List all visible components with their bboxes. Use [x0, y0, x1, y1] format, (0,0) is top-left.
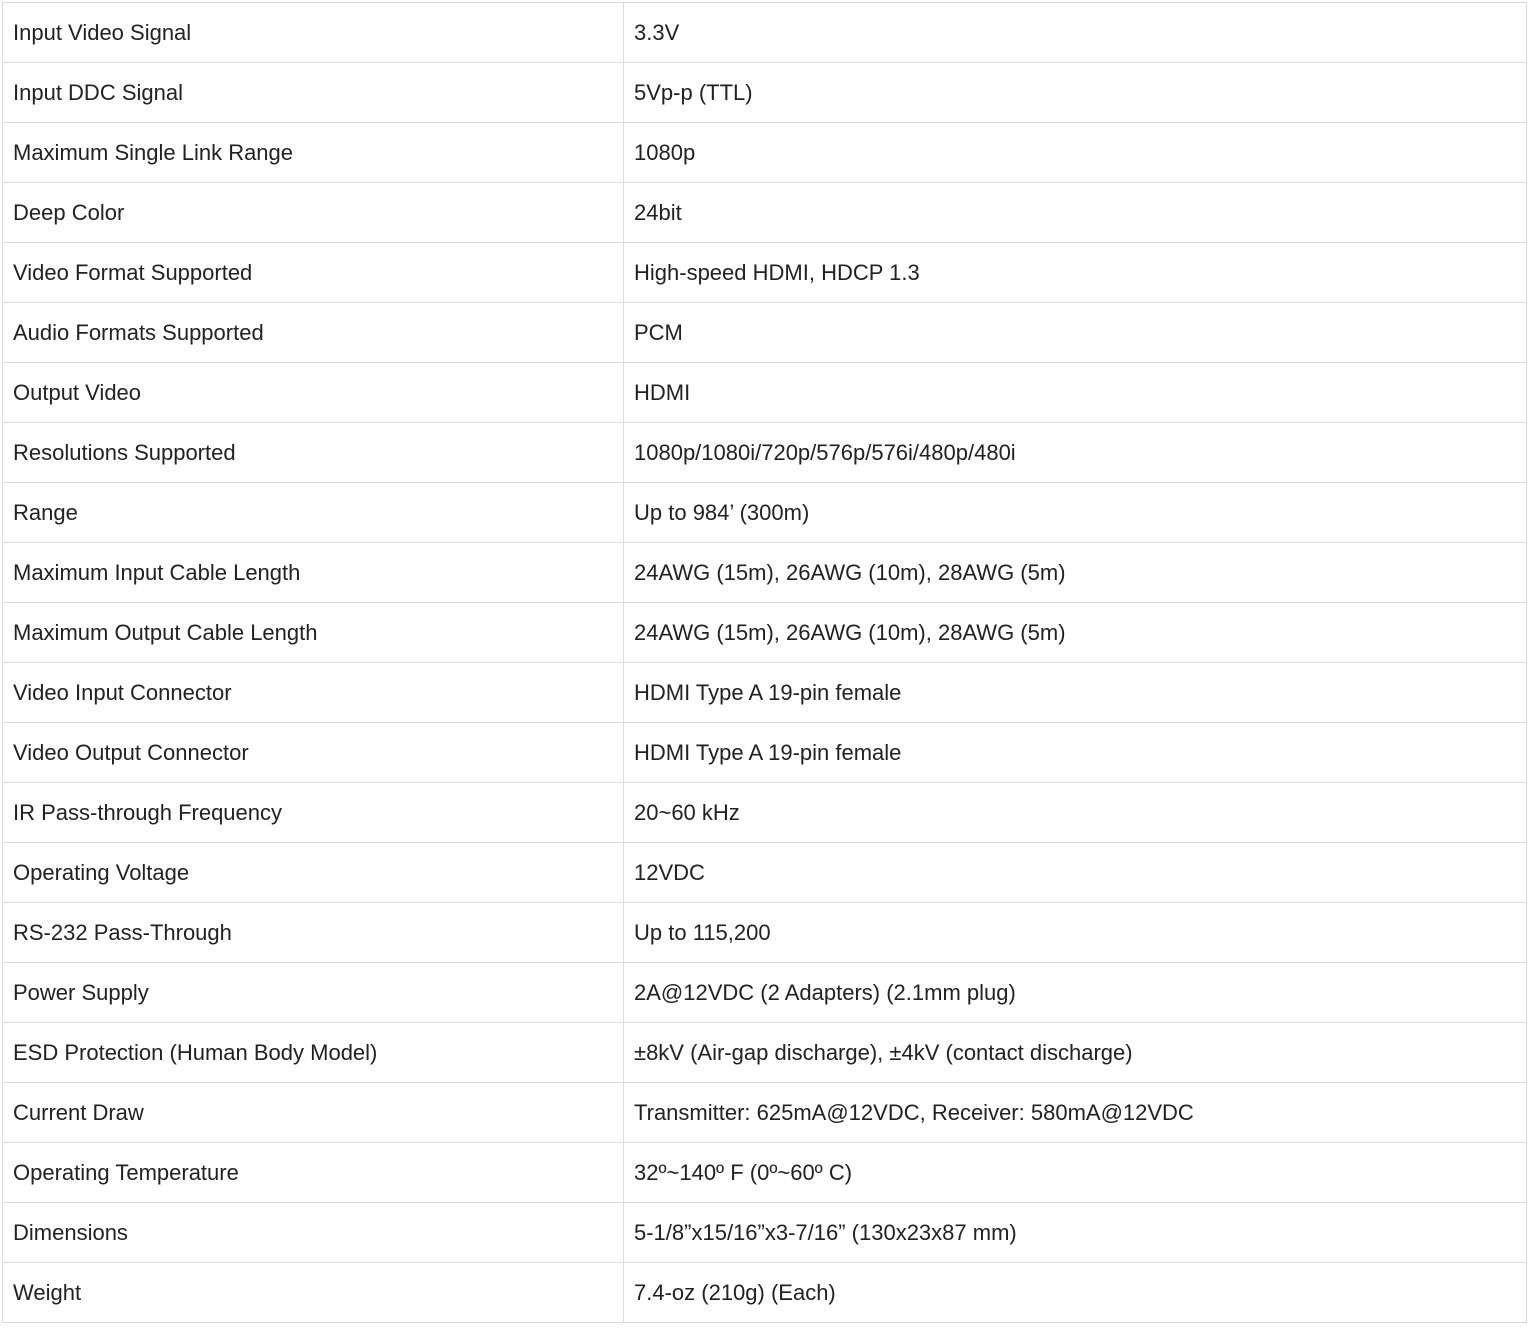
table-row [3, 123, 1527, 183]
table-row [3, 1083, 1527, 1143]
spec-label: Video Output Connector [3, 723, 624, 783]
spec-label: Audio Formats Supported [3, 303, 624, 363]
spec-label: Deep Color [3, 183, 624, 243]
spec-value: High-speed HDMI, HDCP 1.3 [624, 243, 1527, 303]
spec-label: Input DDC Signal [3, 63, 624, 123]
table-row [3, 3, 1527, 63]
spec-value: 1080p/1080i/720p/576p/576i/480p/480i [624, 423, 1527, 483]
table-row [3, 783, 1527, 843]
table-row [3, 423, 1527, 483]
spec-label: Weight [3, 1263, 624, 1323]
spec-label: Maximum Input Cable Length [3, 543, 624, 603]
table-row [3, 303, 1527, 363]
spec-label: Input Video Signal [3, 3, 624, 63]
spec-value: 20~60 kHz [624, 783, 1527, 843]
spec-label: Output Video [3, 363, 624, 423]
spec-value: PCM [624, 303, 1527, 363]
spec-value: 5Vp-p (TTL) [624, 63, 1527, 123]
table-row [3, 963, 1527, 1023]
spec-value: HDMI [624, 363, 1527, 423]
spec-value: 24AWG (15m), 26AWG (10m), 28AWG (5m) [624, 543, 1527, 603]
spec-label: Power Supply [3, 963, 624, 1023]
table-row [3, 243, 1527, 303]
spec-value: 1080p [624, 123, 1527, 183]
table-row [3, 1143, 1527, 1203]
table-row [3, 1023, 1527, 1083]
spec-value: HDMI Type A 19-pin female [624, 663, 1527, 723]
table-row [3, 483, 1527, 543]
spec-label: Operating Temperature [3, 1143, 624, 1203]
spec-label: Range [3, 483, 624, 543]
table-row [3, 723, 1527, 783]
spec-label: ESD Protection (Human Body Model) [3, 1023, 624, 1083]
spec-label: Dimensions [3, 1203, 624, 1263]
spec-table [2, 2, 1527, 1323]
table-row [3, 903, 1527, 963]
spec-label: Video Input Connector [3, 663, 624, 723]
spec-value: Transmitter: 625mA@12VDC, Receiver: 580mA@12VDC [624, 1083, 1527, 1143]
table-row [3, 603, 1527, 663]
table-row [3, 663, 1527, 723]
table-row [3, 1263, 1527, 1323]
table-row [3, 183, 1527, 243]
spec-value: 32º~140º F (0º~60º C) [624, 1143, 1527, 1203]
spec-value: 12VDC [624, 843, 1527, 903]
table-row [3, 63, 1527, 123]
spec-value: 5-1/8”x15/16”x3-7/16” (130x23x87 mm) [624, 1203, 1527, 1263]
spec-value: HDMI Type A 19-pin female [624, 723, 1527, 783]
table-row [3, 363, 1527, 423]
spec-value: ±8kV (Air-gap discharge), ±4kV (contact discharge) [624, 1023, 1527, 1083]
spec-label: Resolutions Supported [3, 423, 624, 483]
spec-value: 24AWG (15m), 26AWG (10m), 28AWG (5m) [624, 603, 1527, 663]
spec-value: Up to 115,200 [624, 903, 1527, 963]
spec-label: RS-232 Pass-Through [3, 903, 624, 963]
spec-value: 24bit [624, 183, 1527, 243]
spec-label: IR Pass-through Frequency [3, 783, 624, 843]
table-row [3, 543, 1527, 603]
spec-value: 3.3V [624, 3, 1527, 63]
spec-label: Video Format Supported [3, 243, 624, 303]
spec-label: Operating Voltage [3, 843, 624, 903]
table-row [3, 843, 1527, 903]
table-row [3, 1203, 1527, 1263]
spec-label: Maximum Output Cable Length [3, 603, 624, 663]
spec-table-body [3, 3, 1527, 1323]
spec-value: 2A@12VDC (2 Adapters) (2.1mm plug) [624, 963, 1527, 1023]
spec-value: 7.4-oz (210g) (Each) [624, 1263, 1527, 1323]
spec-value: Up to 984’ (300m) [624, 483, 1527, 543]
spec-label: Current Draw [3, 1083, 624, 1143]
spec-label: Maximum Single Link Range [3, 123, 624, 183]
